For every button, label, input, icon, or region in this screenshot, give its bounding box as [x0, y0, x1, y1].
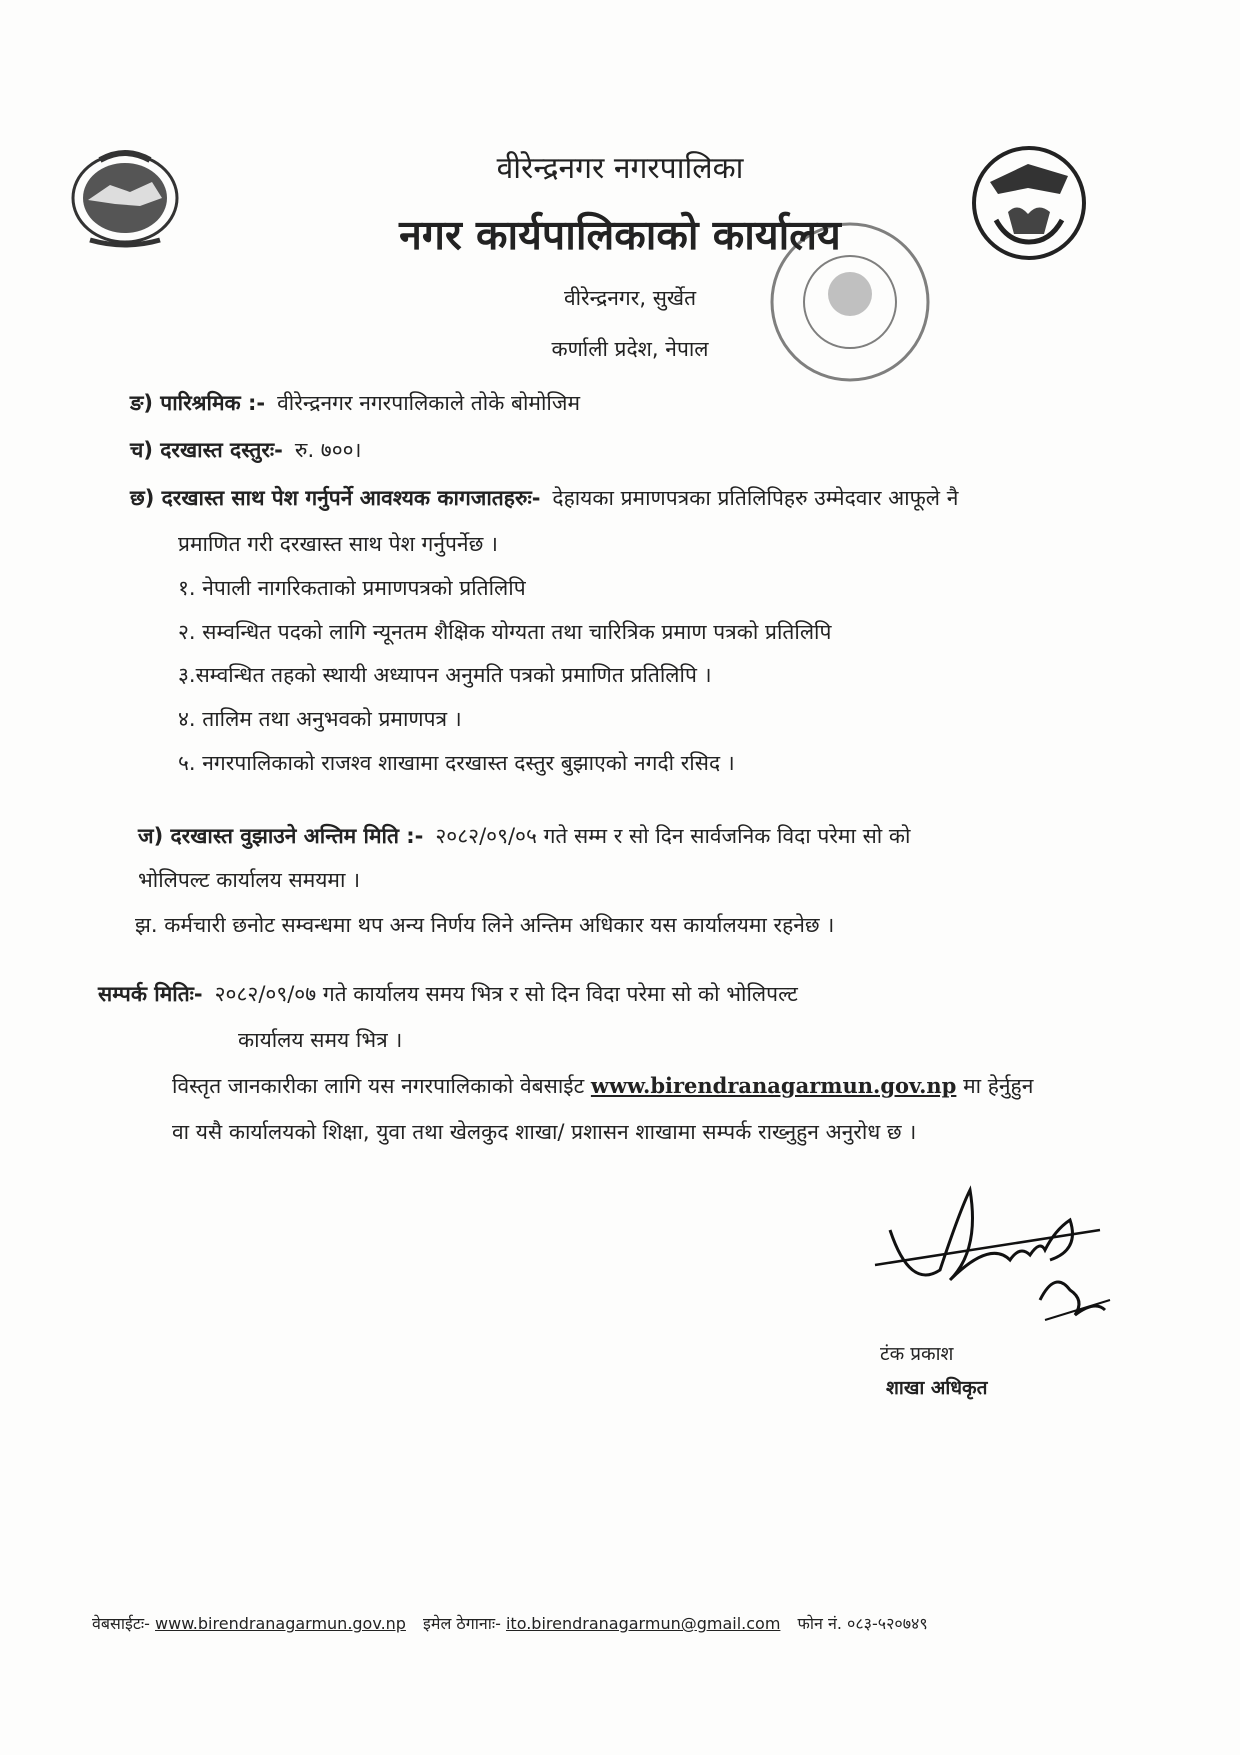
- deadline-text-cont: भोलिपल्ट कार्यालय समयमा ।: [138, 868, 361, 892]
- info-suffix: मा हेर्नुहुन: [963, 1074, 1034, 1098]
- signer-name: टंक प्रकाश: [880, 1343, 954, 1365]
- document-item: १. नेपाली नागरिकताको प्रमाणपत्रको प्रतिलिपि: [178, 576, 526, 600]
- fee-text: रु. ७००।: [294, 438, 362, 462]
- fee-line: [130, 436, 362, 464]
- deadline-text: २०८२/०९/०५ गते सम्म र सो दिन सार्वजनिक विदा परेमा सो को: [435, 824, 911, 848]
- document-item: २. सम्वन्धित पदको लागि न्यूनतम शैक्षिक योग्यता तथा चारित्रिक प्रमाण पत्रको प्रतिलिपि: [178, 620, 832, 644]
- document-item: ३.सम्वन्धित तहको स्थायी अध्यापन अनुमति पत्रको प्रमाणित प्रतिलिपि ।: [178, 663, 712, 687]
- address-province: कर्णाली प्रदेश, नेपाल: [551, 337, 709, 361]
- documents-line: [130, 484, 958, 512]
- document-item: ५. नगरपालिकाको राजश्व शाखामा दरखास्त दस्तुर बुझाएको नगदी रसिद ।: [178, 751, 735, 775]
- contact-text: २०८२/०९/०७ गते कार्यालय समय भित्र र सो दिन विदा परेमा सो को भोलिपल्ट: [214, 982, 798, 1006]
- footer-phone-label: फोन नं.: [797, 1614, 842, 1633]
- contact-label: सम्पर्क मितिः-: [98, 982, 203, 1006]
- footer: [92, 1612, 928, 1634]
- contact-line: [98, 980, 798, 1008]
- info-line: [172, 1072, 1033, 1100]
- fee-label: च) दरखास्त दस्तुरः-: [130, 438, 283, 462]
- remuneration-line: [130, 389, 580, 417]
- office-title: नगर कार्यपालिकाको कार्यालय: [399, 211, 841, 259]
- deadline-line: [138, 822, 910, 850]
- municipality-name: वीरेन्द्रनगर नगरपालिका: [496, 151, 744, 186]
- document-item: ४. तालिम तथा अनुभवको प्रमाणपत्र ।: [178, 707, 462, 731]
- footer-phone: ०८३-५२०७४९: [847, 1614, 928, 1633]
- remuneration-label: ङ) पारिश्रमिक :-: [130, 391, 266, 415]
- remuneration-text: वीरेन्द्रनगर नगरपालिकाले तोके बोमोजिम: [277, 391, 581, 415]
- footer-email-link[interactable]: ito.birendranagarmun@gmail.com: [505, 1614, 781, 1633]
- address-city: वीरेन्द्रनगर, सुर्खेत: [563, 286, 697, 310]
- info-line-2: वा यसै कार्यालयको शिक्षा, युवा तथा खेलकुद शाखा/ प्रशासन शाखामा सम्पर्क राख्नुहुन अनुरोध छ ।: [172, 1120, 917, 1144]
- website-link[interactable]: www.birendranagarmun.gov.np: [590, 1073, 957, 1098]
- contact-text-cont: कार्यालय समय भित्र ।: [238, 1028, 403, 1052]
- info-prefix: विस्तृत जानकारीका लागि यस नगरपालिकाको वेबसाईट: [172, 1074, 585, 1098]
- deadline-label: ज) दरखास्त वुझाउने अन्तिम मिति :-: [138, 824, 424, 848]
- signer-title: शाखा अधिकृत: [886, 1377, 988, 1399]
- footer-website-link[interactable]: www.birendranagarmun.gov.np: [155, 1614, 406, 1633]
- signature-image: [870, 1150, 1130, 1340]
- footer-email-label: इमेल ठेगानाः-: [423, 1614, 501, 1633]
- footer-website-label: वेबसाईटः-: [92, 1614, 150, 1633]
- documents-text: देहायका प्रमाणपत्रका प्रतिलिपिहरु उम्मेदवार आफूले नै: [552, 486, 959, 510]
- documents-label: छ) दरखास्त साथ पेश गर्नुपर्ने आवश्यक कागजातहरुः-: [130, 486, 541, 510]
- documents-text-cont: प्रमाणित गरी दरखास्त साथ पेश गर्नुपर्नेछ ।: [178, 532, 498, 556]
- authority-line: झ. कर्मचारी छनोट सम्वन्धमा थप अन्य निर्णय लिने अन्तिम अधिकार यस कार्यालयमा रहनेछ ।: [135, 913, 835, 937]
